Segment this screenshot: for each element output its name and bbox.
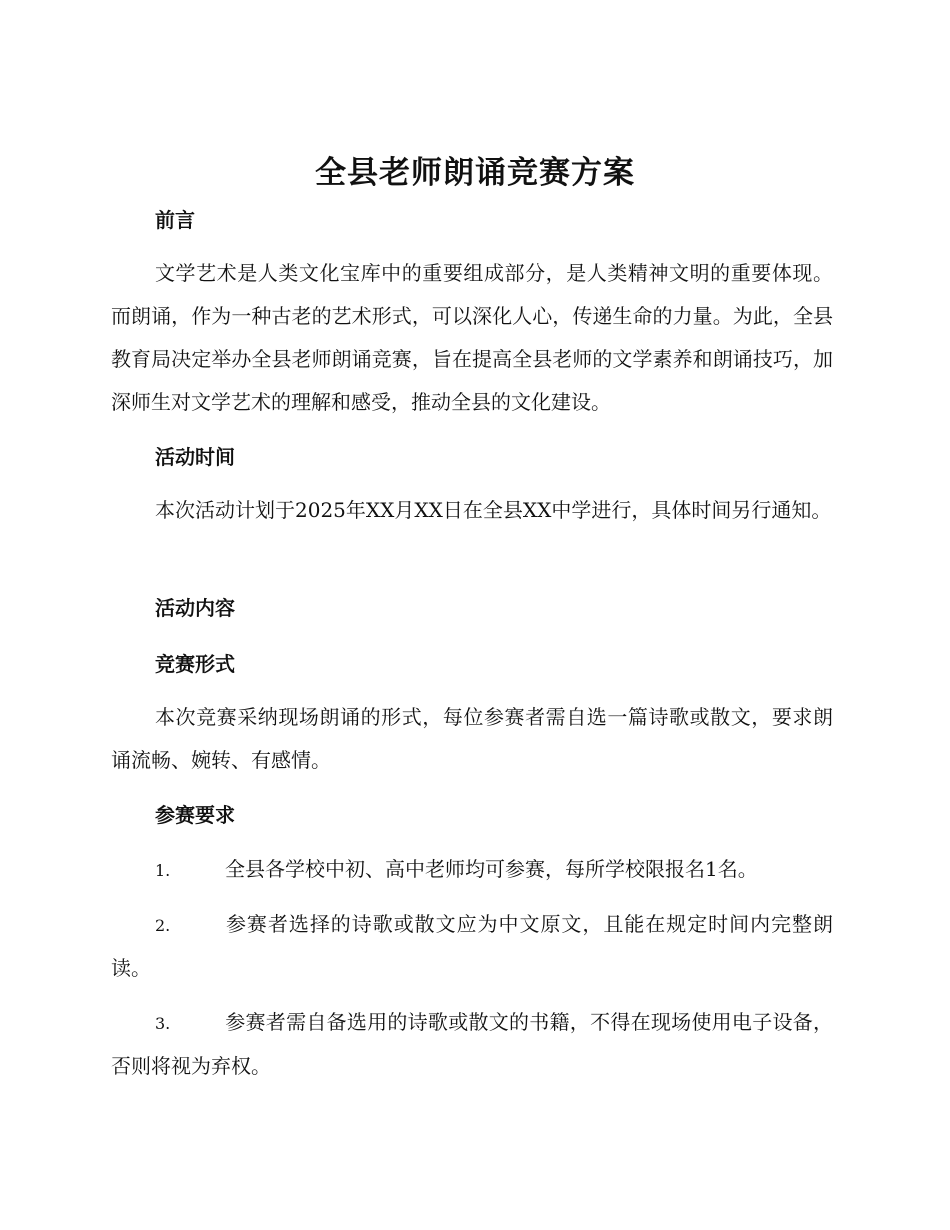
item-text: 参赛者需自备选用的诗歌或散文的书籍，不得在现场使用电子设备，否则将视为弃权。: [111, 1010, 833, 1078]
requirement-item: [111, 1001, 833, 1088]
document-title: 全县老师朗诵竞赛方案: [315, 155, 635, 191]
item-text: 参赛者选择的诗歌或散文应为中文原文，且能在规定时间内完整朗读。: [111, 912, 833, 980]
section-heading-format: 竞赛形式: [155, 652, 235, 676]
item-number: 2.: [155, 916, 171, 935]
time-paragraph: 本次活动计划于2025年XX月XX日在全县XX中学进行，具体时间另行通知。: [155, 498, 832, 522]
item-text: 全县各学校中初、高中老师均可参赛，每所学校限报名1名。: [225, 857, 758, 881]
section-heading-content: 活动内容: [155, 596, 235, 620]
requirement-item: [111, 848, 833, 892]
section-heading-time: 活动时间: [155, 445, 235, 469]
preface-paragraph: 文学艺术是人类文化宝库中的重要组成部分，是人类精神文明的重要体现。而朗诵，作为一种古老的艺术形式，可以深化人心，传递生命的力量。为此，全县教育局决定举办全县老师朗诵竞赛，旨在提高全县老师的文学素养和朗诵技巧，加深师生对文学艺术的理解和感受，推动全县的文化建设。: [111, 261, 833, 414]
requirement-item: [111, 903, 833, 990]
format-paragraph: 本次竞赛采纳现场朗诵的形式，每位参赛者需自选一篇诗歌或散文，要求朗诵流畅、婉转、有感情。: [111, 705, 833, 772]
item-number: 1.: [155, 861, 171, 880]
section-heading-requirements: 参赛要求: [155, 803, 235, 827]
item-number: 3.: [155, 1014, 171, 1033]
section-heading-preface: 前言: [155, 208, 195, 232]
